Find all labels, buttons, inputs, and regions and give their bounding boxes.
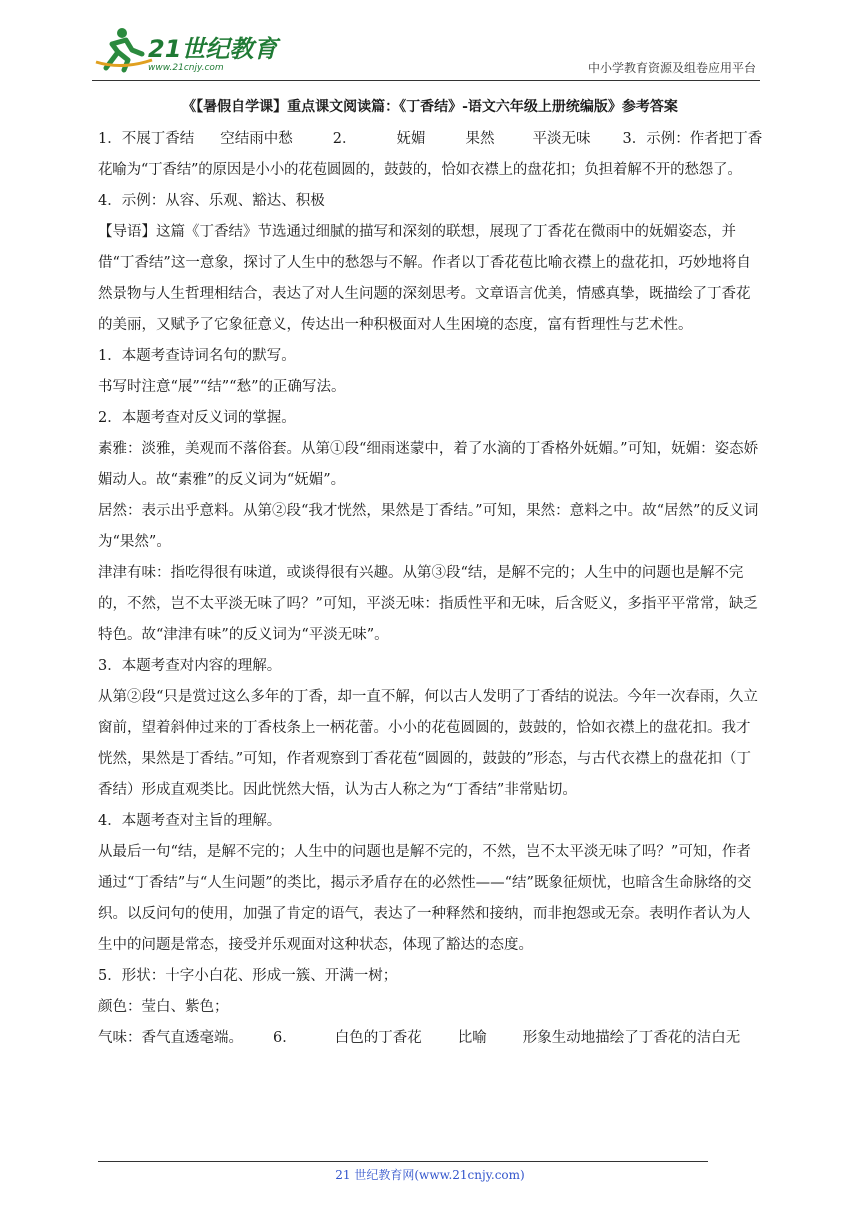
paragraph-q4-body: 从最后一句“结，是解不完的；人生中的问题也是解不完的，不然，岂不太平淡无味了吗？”可知，作者通过“丁香结”与“人生问题”的类比，揭示矛盾存在的必然性——“结”既象征烦忧，也暗含生命脉络的交织。以反问句的使用，加强了肯定的语气，表达了一种释然和接纳，而非抱怨或无奈。表明作者认为人生中的问题是常态，接受并乐观面对这种状态，体现了豁达的态度。 — [98, 844, 752, 953]
footer-text: 21 世纪教育网(www.21cnjy.com) — [335, 1168, 525, 1182]
platform-name: 中小学教育资源及组卷应用平台 — [587, 61, 756, 75]
answer-1-part-1: 1．不展丁香结 — [98, 131, 195, 147]
logo-runner-icon — [92, 24, 278, 74]
answer-2-part-2: 果然 — [465, 131, 495, 147]
paragraph-guide: 【导语】这篇《丁香结》节选通过细腻的描写和深刻的联想，展现了丁香花在微雨中的妩媚姿态，并借“丁香结”这一意象，探讨了人生中的愁怨与不解。作者以丁香花苞比喻衣襟上的盘花扣，巧妙地将自然景物与人生哲理相结合，表达了对人生问题的深刻思考。文章语言优美，情感真挚，既描绘了丁香花的美丽，又赋予了它象征意义，传达出一种积极面对人生困境的态度，富有哲理性与艺术性。 — [98, 224, 751, 333]
paragraph-q2-juran: 居然：表示出乎意料。从第②段“我才恍然，果然是丁香结。”可知，果然：意料之中。故“居然”的反义词为“果然”。 — [98, 503, 759, 550]
answer-6-part-2: 比喻 — [457, 1030, 487, 1046]
paragraph-q2-title: 2．本题考查对反义词的掌握。 — [98, 410, 296, 426]
paragraph-q3-title: 3．本题考查对内容的理解。 — [98, 658, 282, 674]
paragraph-q5-shape: 5．形状：十字小白花、形成一簇、开满一树； — [98, 968, 398, 984]
answer-3-start: 3．示例：作者把丁香 — [622, 131, 763, 147]
paragraph-q1-note: 书写时注意“展”“结”“愁”的正确写法。 — [98, 379, 346, 395]
answer-6-number: 6． — [273, 1030, 297, 1046]
paragraph-q4-title: 4．本题考查对主旨的理解。 — [98, 813, 282, 829]
footer-divider — [98, 1161, 708, 1162]
paragraph-q1-title: 1．本题考查诗词名句的默写。 — [98, 348, 296, 364]
page-header — [92, 20, 760, 81]
answer-6-part-3: 形象生动地描绘了丁香花的洁白无 — [522, 1030, 741, 1046]
answer-2-part-1: 妩媚 — [396, 131, 426, 147]
answer-4: 4．示例：从容、乐观、豁达、积极 — [98, 193, 325, 209]
answer-1-part-2: 空结雨中愁 — [220, 131, 293, 147]
answer-line-1 — [98, 124, 764, 155]
answer-2-part-3: 平淡无味 — [532, 131, 591, 147]
paragraph-q2-suya: 素雅：淡雅，美观而不落俗套。从第①段“细雨迷蒙中，着了水滴的丁香格外妩媚。”可知，妩媚：姿态娇媚动人。故“素雅”的反义词为“妩媚”。 — [98, 441, 759, 488]
paragraph-q5-color: 颜色：莹白、紫色； — [98, 999, 229, 1015]
answer-2-number: 2． — [332, 131, 357, 147]
document-body — [98, 124, 764, 1054]
answer-6-part-1: 白色的丁香花 — [334, 1030, 422, 1046]
paragraph-q3-body: 从第②段“只是赏过这么多年的丁香，却一直不解，何以古人发明了丁香结的说法。今年一次春雨，久立窗前，望着斜伸过来的丁香枝条上一柄花蕾。小小的花苞圆圆的，鼓鼓的，恰如衣襟上的盘花扣。我才恍然，果然是丁香结。”可知，作者观察到丁香花苞“圆圆的，鼓鼓的”形态，与古代衣襟上的盘花扣（丁香结）形成直观类比。因此恍然大悟，认为古人称之为“丁香结”非常贴切。 — [98, 689, 758, 798]
logo-url: www.21cnjy.com — [148, 63, 224, 73]
answer-3-continued: 花喻为“丁香结”的原因是小小的花苞圆圆的，鼓鼓的，恰如衣襟上的盘花扣；负担着解不开的愁怨了。 — [98, 162, 742, 178]
q5-smell: 气味：香气直透毫端。 — [98, 1030, 243, 1046]
paragraph-last-line — [98, 1023, 764, 1054]
logo — [92, 24, 278, 74]
document-title: 《【暑假自学课】重点课文阅读篇：《丁香结》-语文六年级上册统编版》参考答案 — [182, 99, 678, 115]
paragraph-q2-jinjin: 津津有味：指吃得很有味道，或谈得很有兴趣。从第③段“结，是解不完的；人生中的问题也是解不完的，不然，岂不太平淡无味了吗？”可知，平淡无味：指质性平和无味，后含贬义，多指平平常常，缺乏特色。故“津津有味”的反义词为“平淡无味”。 — [98, 565, 758, 643]
logo-text: 21世纪教育 — [148, 35, 278, 63]
